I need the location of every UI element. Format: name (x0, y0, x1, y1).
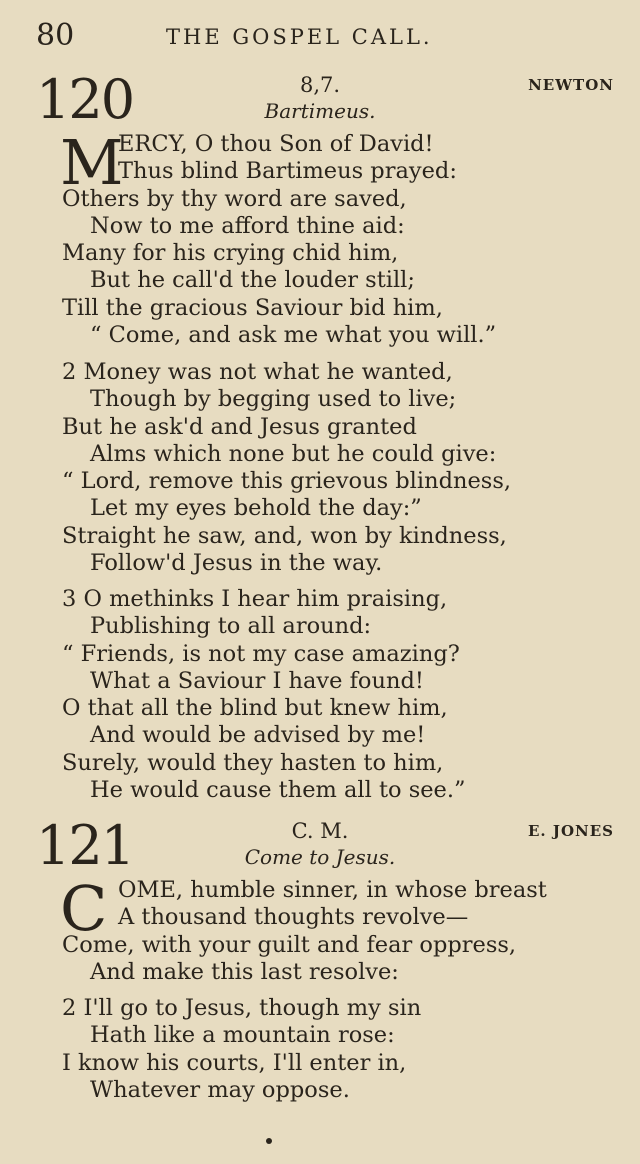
page-number: 80 (36, 18, 75, 53)
verse-line: A thousand thoughts revolve— (118, 904, 469, 931)
verse-line: He would cause them all to see.” (90, 777, 466, 804)
verse-line: 2 I'll go to Jesus, though my sin (62, 995, 422, 1021)
verse-line: But he ask'd and Jesus granted (62, 413, 417, 440)
verse-line: Come, with your guilt and fear oppress, (62, 931, 517, 958)
verse-line: Till the gracious Saviour bid him, (62, 294, 443, 321)
verse-line: 3 O methinks I hear him praising, (62, 586, 448, 612)
verse-line: Surely, would they hasten to him, (62, 749, 444, 776)
verse-line: Though by begging used to live; (90, 386, 457, 413)
tune-name: E. JONES (527, 822, 614, 840)
drop-cap: M (60, 126, 124, 199)
verse-line: Others by thy word are saved, (62, 185, 407, 212)
ornament-dot (266, 1138, 272, 1144)
verse-line: And would be advised by me! (90, 722, 426, 749)
verse-line: Thus blind Bartimeus prayed: (118, 158, 457, 185)
verse-line: Publishing to all around: (90, 613, 372, 640)
tune-name: NEWTON (528, 76, 614, 94)
hymn-subtitle: Come to Jesus. (244, 845, 396, 869)
hymn-meter: C. M. (291, 819, 349, 843)
verse-line: ERCY, O thou Son of David! (118, 131, 434, 157)
verse-line: What a Saviour I have found! (90, 667, 424, 694)
verse-line: Alms which none but he could give: (90, 440, 497, 467)
hymn-meter: 8,7. (299, 73, 341, 97)
verse-line: And make this last resolve: (90, 958, 399, 985)
running-head (36, 18, 604, 54)
verse-line: Let my eyes behold the day:” (90, 495, 422, 522)
verse-line: Straight he saw, and, won by kindness, (62, 522, 507, 549)
verse-line: “ Lord, remove this grievous blindness, (62, 468, 512, 495)
verse-line: I know his courts, I'll enter in, (62, 1049, 407, 1076)
hymn-120-stanza-2 (62, 359, 620, 577)
book-title: THE GOSPEL CALL. (166, 25, 433, 49)
verse-line: 2 Money was not what he wanted, (62, 359, 453, 385)
verse-line: “ Come, and ask me what you will.” (90, 322, 497, 349)
verse-line: Hath like a mountain rose: (90, 1022, 395, 1049)
hymn-number: 121 (36, 814, 134, 877)
verse-line: But he call'd the louder still; (90, 267, 415, 294)
verse-line: “ Friends, is not my case amazing? (62, 640, 460, 667)
verse-line: Follow'd Jesus in the way. (90, 550, 383, 577)
verse-line: Whatever may oppose. (90, 1076, 350, 1103)
hymn-subtitle: Bartimeus. (264, 99, 376, 123)
hymn-121-stanza-2 (62, 995, 620, 1104)
hymn-120-header (36, 68, 614, 132)
hymn-120-stanza-3 (62, 586, 620, 804)
hymn-number: 120 (36, 68, 134, 131)
hymn-120-stanza-1 (60, 126, 620, 349)
drop-cap: C (60, 872, 108, 945)
verse-line: Now to me afford thine aid: (90, 212, 405, 239)
hymn-121-header (36, 814, 614, 878)
verse-line: Many for his crying chid him, (62, 240, 399, 267)
hymn-121-stanza-1 (60, 872, 620, 986)
verse-line: O that all the blind but knew him, (62, 695, 448, 722)
verse-line: OME, humble sinner, in whose breast (118, 877, 547, 903)
